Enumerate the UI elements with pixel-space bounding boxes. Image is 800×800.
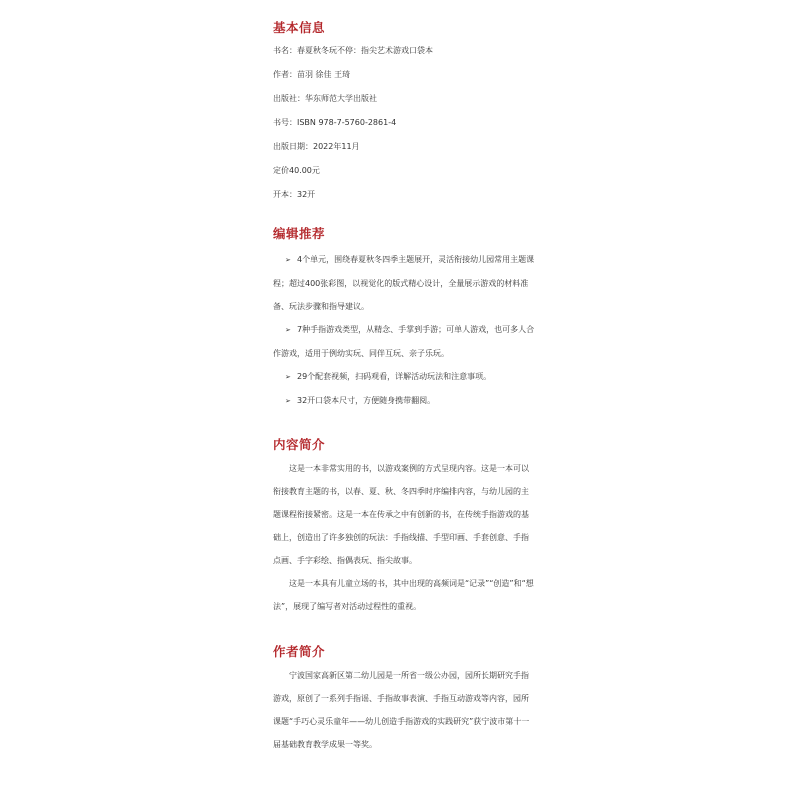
book-isbn: 书号：ISBN 978-7-5760-2861-4 (273, 118, 397, 127)
editor-recommend-list (273, 248, 535, 413)
book-authors: 作者：苗羽 徐佳 王琦 (273, 70, 351, 79)
recommend-item: ➢ 4个单元，围绕春夏秋冬四季主题展开，灵活衔接幼儿园常用主题课程；超过400张彩图，以视觉化的版式精心设计，全量展示游戏的材料准备、玩法步骤和指导建议。 (273, 248, 535, 318)
bullet-arrow-icon: ➢ (285, 397, 291, 405)
author-intro-body (273, 664, 535, 756)
content-intro-title: 内容简介 (273, 437, 326, 452)
bullet-arrow-icon: ➢ (285, 326, 291, 334)
book-format: 开本：32开 (273, 190, 316, 199)
recommend-item: ➢ 29个配套视频，扫码观看，详解活动玩法和注意事项。 (273, 365, 535, 389)
author-intro-title: 作者简介 (273, 644, 326, 659)
content-intro-paragraph: 这是一本具有儿童立场的书，其中出现的高频词是“记录”“创造”和“想法”，展现了编写者对活动过程性的重视。 (273, 579, 534, 611)
editor-recommend-title: 编辑推荐 (273, 226, 326, 241)
recommend-item: ➢ 32开口袋本尺寸，方便随身携带翻阅。 (273, 389, 535, 413)
content-intro-paragraph: 这是一本非常实用的书，以游戏案例的方式呈现内容。这是一本可以衔接教育主题的书，以春、夏、秋、冬四季时序编排内容，与幼儿园的主题课程衔接紧密。这是一本在传承之中有创新的书，在传统手指游戏的基础上，创造出了许多独创的玩法：手指线描、手型印画、手套创意、手指点画、手字彩绘、指偶表玩、指尖故事。 (273, 464, 529, 565)
recommend-item: ➢ 7种手指游戏类型，从精念、手掌到手游；可单人游戏，也可多人合作游戏，适用于例幼实玩、同伴互玩、亲子乐玩。 (273, 318, 535, 365)
book-price: 定价40.00元 (273, 166, 320, 175)
book-name: 书名：春夏秋冬玩不停：指尖艺术游戏口袋本 (273, 46, 433, 55)
author-intro-paragraph: 宁波国家高新区第二幼儿园是一所省一级公办园，园所长期研究手指游戏，原创了一系列手指谣、手指故事表演、手指互动游戏等内容，园所课题“手巧心灵乐童年——幼儿创造手指游戏的实践研究”获宁波市第十一届基础教育教学成果一等奖。 (273, 671, 530, 749)
book-pub-date: 出版日期：2022年11月 (273, 142, 360, 151)
basic-info-title: 基本信息 (273, 20, 326, 35)
book-detail (273, 0, 535, 756)
book-publisher: 出版社：华东师范大学出版社 (273, 94, 377, 103)
basic-info-list (273, 46, 535, 200)
content-intro-body (273, 457, 535, 618)
bullet-arrow-icon: ➢ (285, 373, 291, 381)
bullet-arrow-icon: ➢ (285, 256, 291, 264)
